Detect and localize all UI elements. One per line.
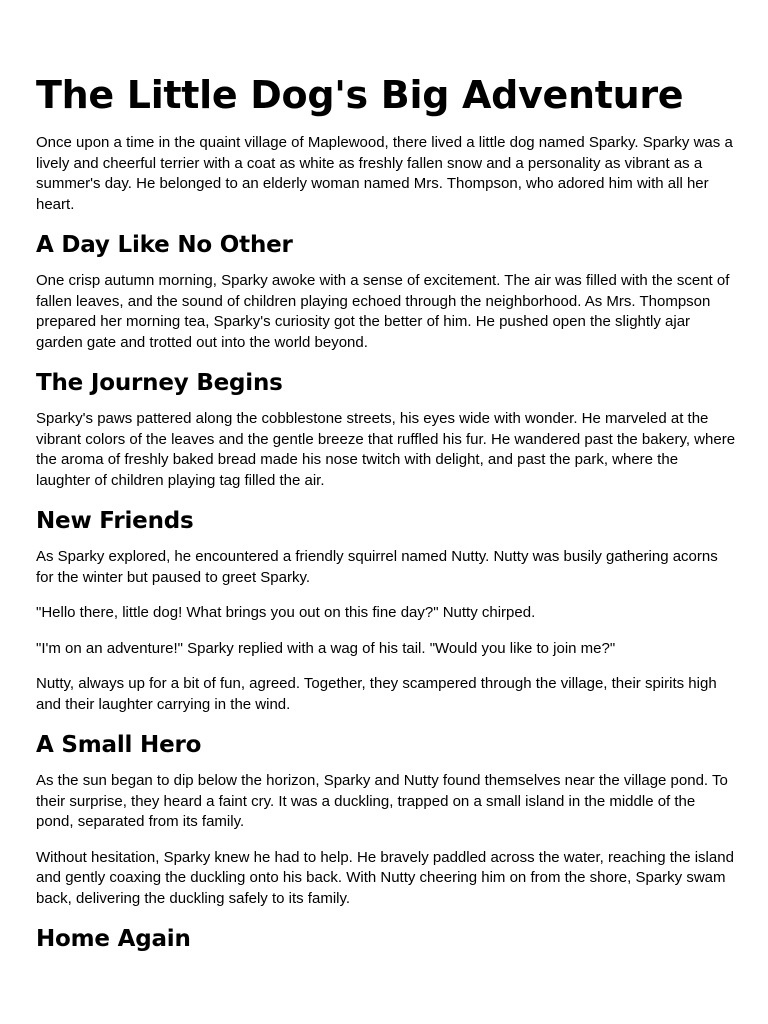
section-paragraph: "Hello there, little dog! What brings you out on this fine day?" Nutty chirped. [36,604,536,621]
section-a-small-hero [36,730,736,909]
section-paragraph: Sparky's paws pattered along the cobblestone streets, his eyes wide with wonder. He marveled at the vibrant colors of the leaves and the gentle breeze that ruffled his fur. He wandered past the bakery, where the aroma of freshly baked bread made his nose twitch with delight, and past the park, where the laughter of children playing tag filled the air. [36,410,736,489]
section-heading: A Small Hero [36,732,202,758]
story-title: The Little Dog's Big Adventure [36,73,684,117]
section-paragraph: As Sparky explored, he encountered a friendly squirrel named Nutty. Nutty was busily gathering acorns for the winter but paused to greet Sparky. [36,548,718,586]
section-the-journey-begins [36,368,736,491]
section-new-friends [36,506,736,715]
section-heading: New Friends [36,508,194,534]
story-document [36,70,736,965]
section-home-again [36,924,736,954]
section-heading: The Journey Begins [36,370,283,396]
section-heading: Home Again [36,926,191,952]
section-paragraph: Without hesitation, Sparky knew he had to help. He bravely paddled across the water, reaching the island and gently coaxing the duckling onto his back. With Nutty cheering him on from the shore, Sparky swam back, delivering the duckling safely to its family. [36,848,734,907]
section-heading: A Day Like No Other [36,232,293,258]
intro-paragraph: Once upon a time in the quaint village of Maplewood, there lived a little dog named Sparky. Sparky was a lively and cheerful terrier with a coat as white as freshly fallen snow and a personality as vibrant as a summer's day. He belonged to an elderly woman named Mrs. Thompson, who adored him with all her heart. [36,134,733,213]
section-paragraph: Nutty, always up for a bit of fun, agreed. Together, they scampered through the village, their spirits high and their laughter carrying in the wind. [36,675,717,713]
section-paragraph: One crisp autumn morning, Sparky awoke with a sense of excitement. The air was filled with the scent of fallen leaves, and the sound of children playing echoed through the neighborhood. As Mrs. Thompson prepared her morning tea, Sparky's curiosity got the better of him. He pushed open the slightly ajar garden gate and trotted out into the world beyond. [36,272,730,351]
section-paragraph: "I'm on an adventure!" Sparky replied with a wag of his tail. "Would you like to join me?" [36,639,616,657]
section-a-day-like-no-other [36,230,736,353]
section-paragraph: As the sun began to dip below the horizon, Sparky and Nutty found themselves near the village pond. To their surprise, they heard a faint cry. It was a duckling, trapped on a small island in the middle of the pond, separated from its family. [36,772,728,830]
